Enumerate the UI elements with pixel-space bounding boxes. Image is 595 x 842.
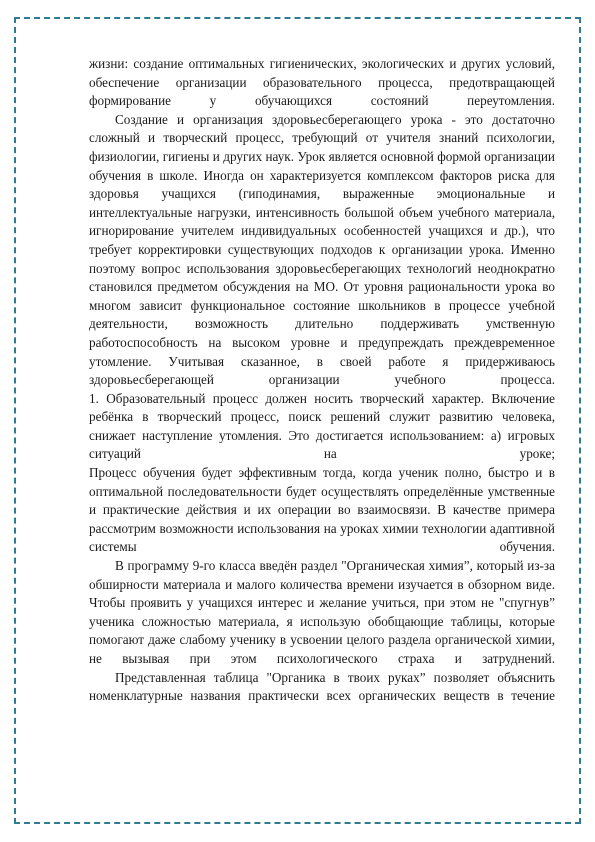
paragraph-6: Представленная таблица "Органика в твоих руках” позволяет объяснить номенклатурные названия практически всех органических веществ в течение xyxy=(89,669,555,704)
paragraph-5: В программу 9-го класса введён раздел "Органическая химия”, который из-за обширности материала и малого количества времени изучается в обзорном виде. Чтобы проявить у учащихся интерес и желание учиться, при этом не "спугнув” ученика сложностью материала, я использую обобщающие таблицы, которые помогают даже слабому ученику в усвоении целого раздела органической химии, не вызывая при этом психологического страха и затруднений. xyxy=(89,558,555,666)
paragraph-3: 1. Образовательный процесс должен носить творческий характер. Включение ребёнка в творческий процесс, поиск решений служит развитию человека, снижает наступление утомления. Это достигается использованием: а) игровых ситуаций на уроке; xyxy=(89,390,555,462)
paragraph-4: Процесс обучения будет эффективным тогда, когда ученик полно, быстро и в оптимальной последовательности будет осуществлять определённые умственные и практические действия и их операции во взаимосвязи. В качестве примера рассмотрим возможности использования на уроках химии технологии адаптивной системы обучения. xyxy=(89,465,555,555)
paragraph-2: Создание и организация здоровьесберегающего урока - это достаточно сложный и творческий процесс, требующий от учителя знаний психологии, физиологии, гигиены и других наук. Урок является основной формой организации обучения в школе. Иногда он характеризуется комплексом факторов риска для здоровья учащихся (гиподинамия, выраженные эмоциональные и интеллектуальные нагрузки, интенсивность большой объем учебного материала, игнорирование учителем индивидуальных особенностей учащихся и др.), что требует корректировки существующих подходов к организации урока. Именно поэтому вопрос использования здоровьесберегающих технологий неоднократно становился предметом обсуждения на МО. От уровня рациональности урока во многом зависит функциональное состояние школьников в процессе учебной деятельности, возможность длительно поддерживать умственную работоспособность на высоком уровне и предупреждать преждевременное утомление. Учитывая сказанное, в своей работе я придерживаюсь здоровьесберегающей организации учебного процесса. xyxy=(89,111,555,388)
document-body xyxy=(89,55,555,706)
paragraph-1: жизни: создание оптимальных гигиенических, экологических и других условий, обеспечение организации образовательного процесса, предотвращающей формирование у обучающихся состояний переутомления. xyxy=(89,56,555,109)
